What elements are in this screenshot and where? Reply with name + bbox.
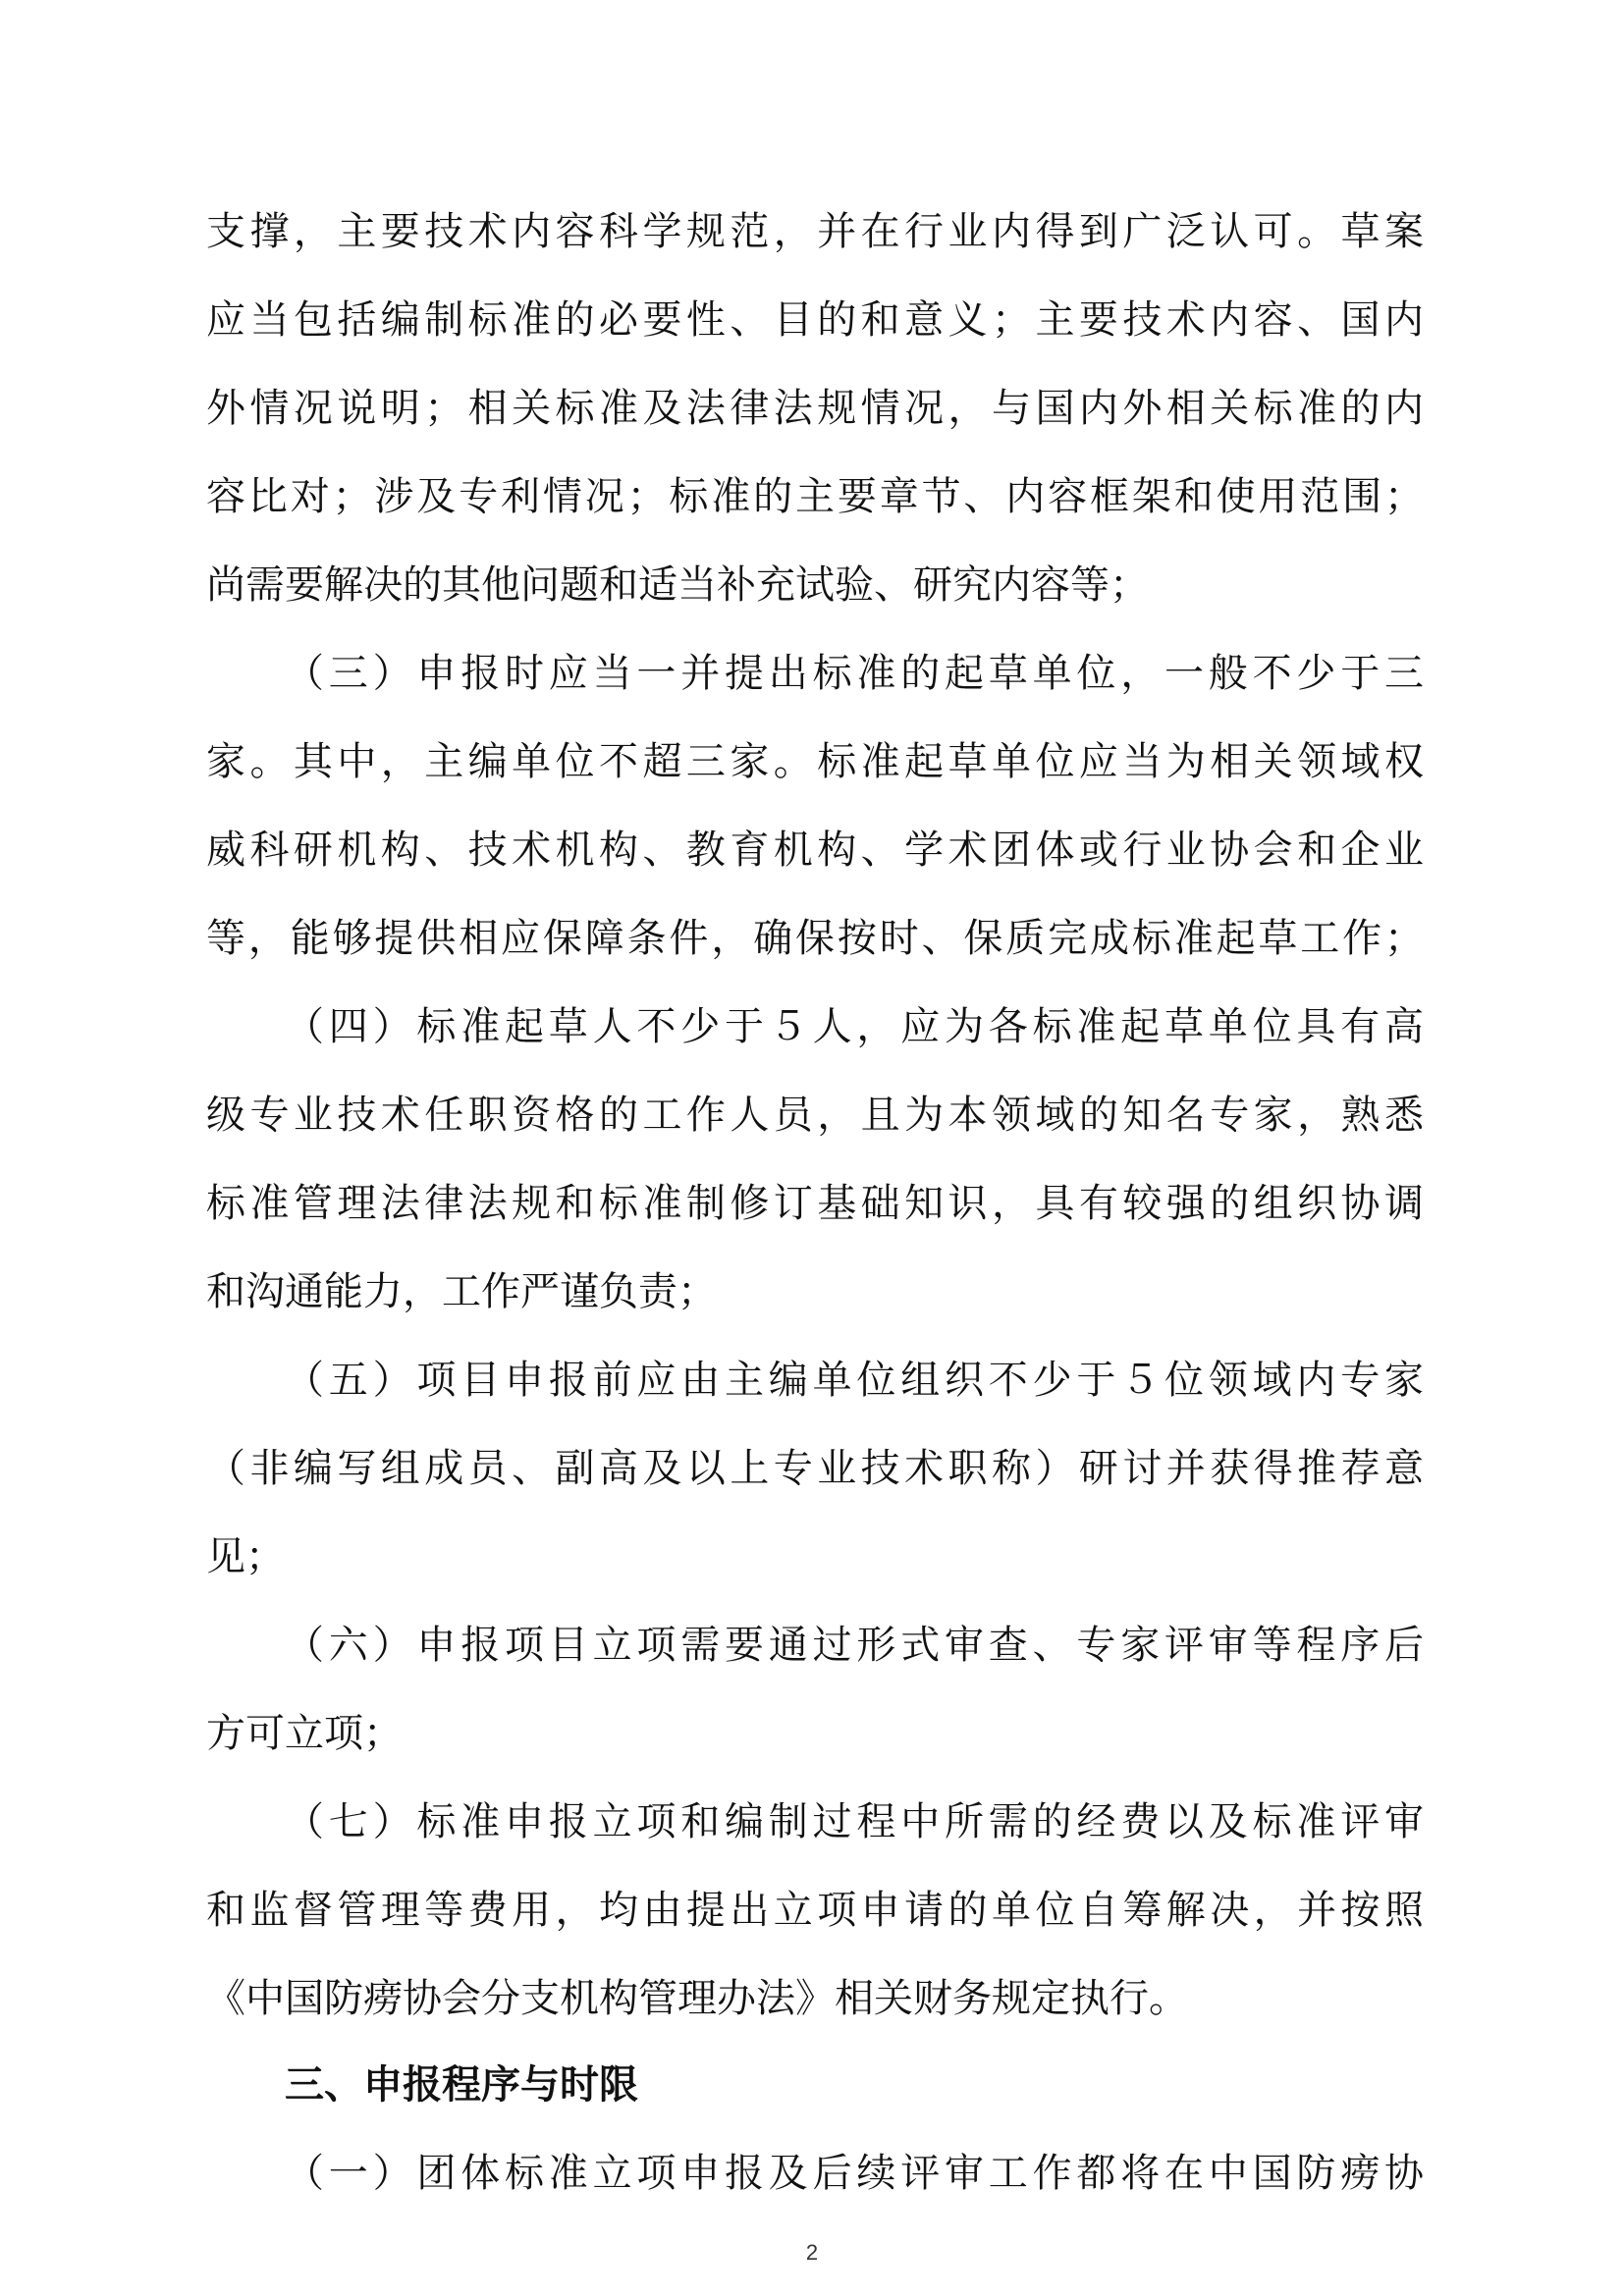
- para-3-line-3: 威科研机构、技术机构、教育机构、学术团体或行业协会和企业: [206, 828, 1424, 873]
- para-3-line-4: 等，能够提供相应保障条件，确保按时、保质完成标准起草工作；: [206, 916, 1424, 961]
- para-4-line-3: 标准管理法律法规和标准制修订基础知识，具有较强的组织协调: [206, 1181, 1424, 1226]
- para-5-line-2: （非编写组成员、副高及以上专业技术职称）研讨并获得推荐意: [206, 1446, 1424, 1491]
- para-4-line-2: 级专业技术任职资格的工作人员，且为本领域的知名专家，熟悉: [206, 1093, 1424, 1138]
- para-4-line-4: 和沟通能力，工作严谨负责；: [206, 1269, 717, 1314]
- para-7-line-3: 《中国防痨协会分支机构管理办法》相关财务规定执行。: [206, 1976, 1188, 2021]
- body-line-5: 尚需要解决的其他问题和适当补充试验、研究内容等；: [206, 562, 1149, 608]
- para-6-line-1: （六）申报项目立项需要通过形式审查、专家评审等程序后: [285, 1623, 1424, 1668]
- para-6-line-2: 方可立项；: [206, 1711, 403, 1756]
- body-line-4: 容比对；涉及专利情况；标准的主要章节、内容框架和使用范围；: [206, 474, 1424, 519]
- body-line-2: 应当包括编制标准的必要性、目的和意义；主要技术内容、国内: [206, 297, 1424, 343]
- para-3-line-2: 家。其中，主编单位不超三家。标准起草单位应当为相关领域权: [206, 739, 1424, 784]
- section-heading: 三、申报程序与时限: [285, 2062, 638, 2108]
- body-line-1: 支撑，主要技术内容科学规范，并在行业内得到广泛认可。草案: [206, 209, 1424, 254]
- para-5-line-3: 见；: [206, 1534, 285, 1579]
- section-3-para-1-line-1: （一）团体标准立项申报及后续评审工作都将在中国防痨协: [285, 2151, 1424, 2196]
- page-number: 2: [805, 2240, 819, 2265]
- para-3-line-1: （三）申报时应当一并提出标准的起草单位，一般不少于三: [285, 651, 1424, 696]
- para-7-line-2: 和监督管理等费用，均由提出立项申请的单位自筹解决，并按照: [206, 1888, 1424, 1933]
- body-line-3: 外情况说明；相关标准及法律法规情况，与国内外相关标准的内: [206, 386, 1424, 431]
- para-7-line-1: （七）标准申报立项和编制过程中所需的经费以及标准评审: [285, 1799, 1424, 1844]
- para-5-line-1: （五）项目申报前应由主编单位组织不少于５位领域内专家: [285, 1358, 1424, 1403]
- para-4-line-1: （四）标准起草人不少于５人，应为各标准起草单位具有高: [285, 1004, 1424, 1049]
